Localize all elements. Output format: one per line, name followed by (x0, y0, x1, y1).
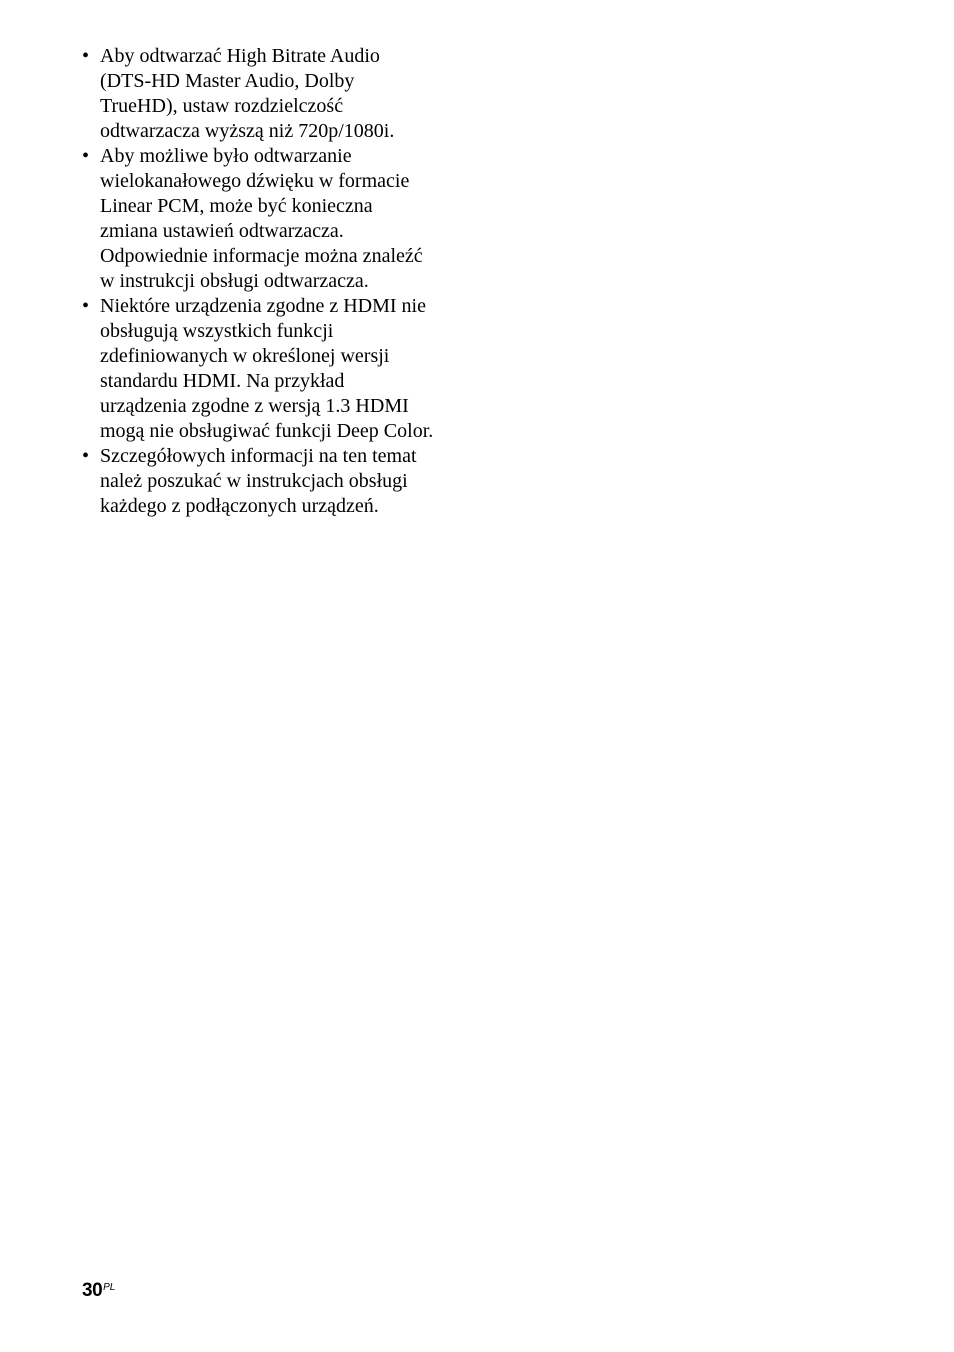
note-line: standardu HDMI. Na przykład (100, 370, 345, 392)
page-number: 30 (82, 1280, 103, 1301)
bullet-icon: • (82, 295, 90, 317)
note-line: należ poszukać w instrukcjach obsługi (100, 470, 408, 492)
note-line: zmiana ustawień odtwarzacza. (100, 220, 344, 242)
note-line: Niektóre urządzenia zgodne z HDMI nie (100, 295, 426, 317)
note-line: (DTS-HD Master Audio, Dolby (100, 70, 355, 92)
note-line: Aby możliwe było odtwarzanie (100, 145, 352, 167)
note-item (82, 294, 482, 444)
note-line: zdefiniowanych w określonej wersji (100, 345, 390, 367)
note-line: obsługują wszystkich funkcji (100, 320, 334, 342)
notes-list (82, 44, 482, 519)
note-line: w instrukcji obsługi odtwarzacza. (100, 270, 369, 292)
note-line: Odpowiednie informacje można znaleźć (100, 245, 423, 267)
note-line: Aby odtwarzać High Bitrate Audio (100, 45, 380, 67)
bullet-icon: • (82, 445, 90, 467)
page-language-code: PL (103, 1281, 116, 1293)
note-item (82, 144, 482, 294)
note-line: TrueHD), ustaw rozdzielczość (100, 95, 344, 117)
note-line: każdego z podłączonych urządzeń. (100, 495, 379, 517)
note-line: Szczegółowych informacji na ten temat (100, 445, 417, 467)
note-item (82, 444, 482, 519)
note-line: wielokanałowego dźwięku w formacie (100, 170, 410, 192)
note-line: mogą nie obsługiwać funkcji Deep Color. (100, 420, 434, 442)
note-line: urządzenia zgodne z wersją 1.3 HDMI (100, 395, 409, 417)
note-line: odtwarzacza wyższą niż 720p/1080i. (100, 120, 395, 142)
bullet-icon: • (82, 145, 90, 167)
bullet-icon: • (82, 45, 90, 67)
note-line: Linear PCM, może być konieczna (100, 195, 373, 217)
page-footer (82, 1280, 115, 1302)
note-item (82, 44, 482, 144)
